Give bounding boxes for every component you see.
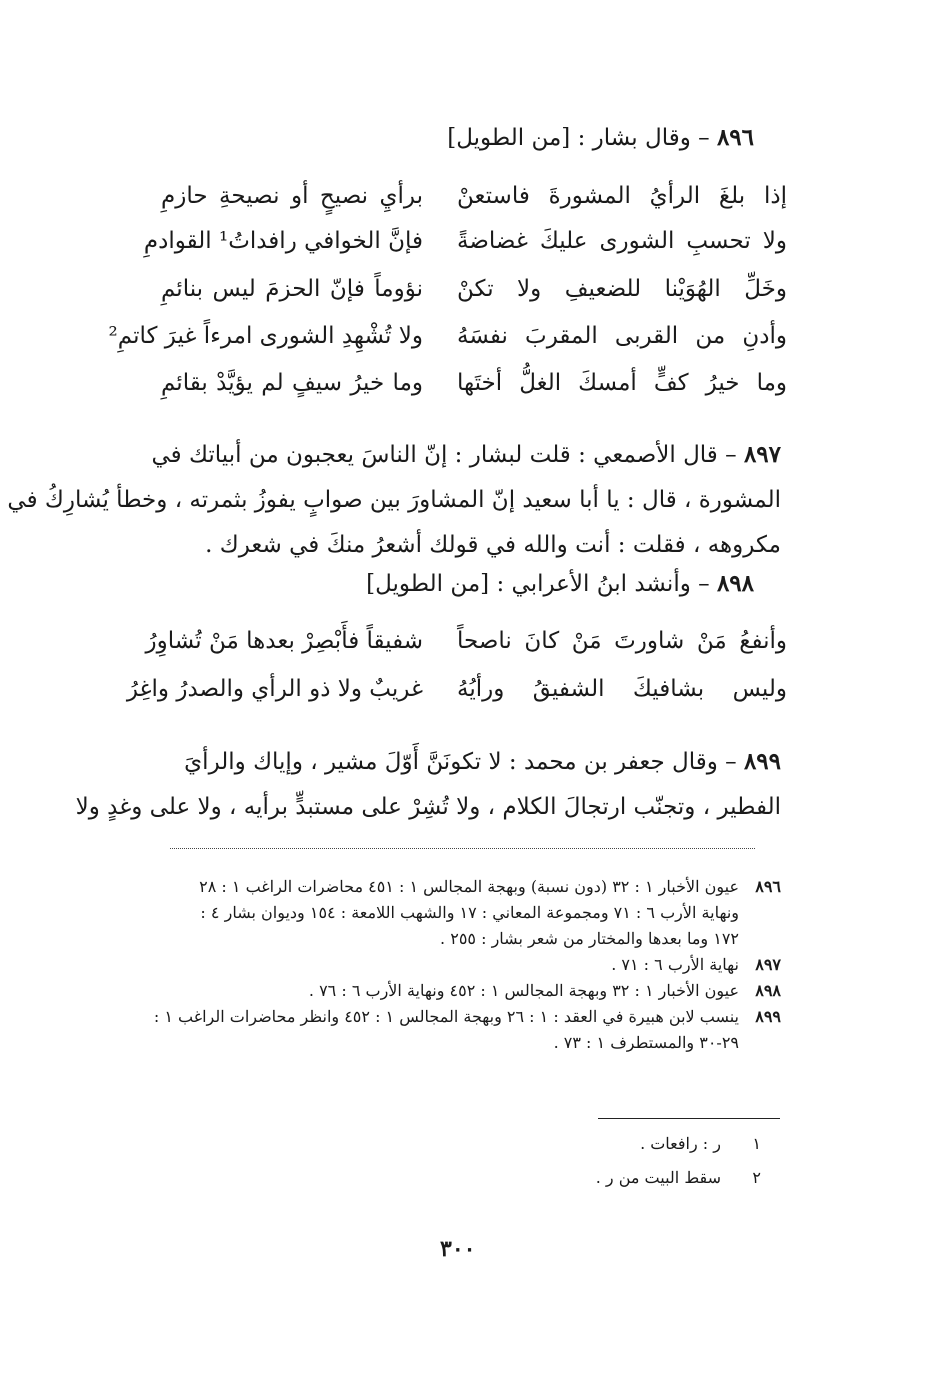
entry-number: ٨٩٦	[716, 124, 754, 151]
hemistich-second: ولا تُشْهِدِ الشورى امرءاً غيرَ كاتمِ²	[108, 323, 423, 349]
prose-line: ٨٩٩ – وقال جعفر بن محمد : لا تكونَنَّ أَوّلَ مشير ، وإياك والرأيَ	[184, 748, 781, 775]
hemistich-first: وليس بشافيكَ الشفيقُ ورأيُهُ	[457, 676, 787, 702]
source-id: ٨٩٩	[755, 1007, 781, 1026]
verse-row	[145, 628, 787, 672]
entry-heading-text: – وأنشد ابنُ الأعرابي : [من الطويل]	[366, 571, 710, 597]
source-id: ٨٩٨	[755, 981, 781, 1000]
verse-row	[143, 228, 787, 272]
hemistich-second: غريبٌ ولا ذو الرأي والصدرُ واغِرُ	[126, 676, 423, 702]
verse-row	[126, 676, 787, 720]
prose-line: ٨٩٧ – قال الأصمعي : قلت لبشار : إنّ الناسَ يعجبون من أبياتك في	[151, 441, 781, 468]
entry-896-heading	[447, 124, 754, 151]
hemistich-first: وما خيرُ كفٍّ أمسكَ الغلُّ أختَها	[457, 370, 787, 396]
entry-number: ٨٩٨	[716, 570, 754, 597]
source-note-896: ٨٩٦عيون الأخبار ١ : ٣٢ (دون نسبة) وبهجة المجالس ١ : ٤٥١ محاضرات الراغب ١ : ٢٨ ونهاية الأرب ٦ : ٧١ ومجموعة المعاني : ١٧ والشهب اللامعة : ١٥٤ وديوان بشار ٤ : ١٧٢ وما بعدها والمختار من شعر بشار : ٢٥٥ . ٨٩٧نهاية الأرب ٦ : ٧١ . ٨٩٨عيون الأخبار ١ : ٣٢ وبهجة المجالس ١ : ٤٥٢ ونهاية الأرب ٦ : ٧٦ . ٨٩٩ينسب لابن هبيرة في العقد : ١ : ٢٦ وبهجة المجالس ١ : ٤٥٢ وانظر محاضرات الراغب ١ : ٢٩-٣٠ والمستطرف ١ : ٧٣ .	[154, 874, 781, 1056]
hemistich-first: إذا بلغَ الرأيُ المشورةَ فاستعنْ	[457, 183, 787, 209]
source-id: ٨٩٦	[755, 877, 781, 896]
prose-line: الفطير ، وتجنّب ارتجالَ الكلام ، ولا تُشِرْ على مستبدٍّ برأيه ، ولا على وغدٍ ولا	[75, 794, 781, 820]
footnote-id: ١	[752, 1134, 761, 1153]
verse-row	[161, 183, 787, 227]
footnote-1: ١ر : رافعات .	[640, 1134, 761, 1153]
footnote-2: ٢سقط البيت من ر .	[595, 1168, 761, 1187]
entry-898-heading	[366, 570, 754, 597]
verse-row	[161, 370, 787, 414]
footnote-id: ٢	[752, 1168, 761, 1187]
hemistich-first: وخَلِّ الهُوَيْنا للضعيفِ ولا تكنْ	[457, 276, 787, 302]
hemistich-first: ولا تحسبِ الشورى عليكَ غضاضةً	[457, 228, 787, 254]
verse-row	[161, 276, 787, 320]
hemistich-second: برأيِ نصيحٍ أو نصيحةِ حازمِ	[161, 183, 423, 209]
page-number: ٣٠٠	[440, 1236, 476, 1262]
hemistich-second: وما خيرُ سيفٍ لم يؤيَّدْ بقائمِ	[161, 370, 423, 396]
entry-heading-text: – وقال بشار : [من الطويل]	[447, 125, 710, 151]
hemistich-second: نؤوماً فإنّ الحزمَ ليس بنائمِ	[161, 276, 423, 302]
entry-number: ٨٩٧	[743, 441, 781, 468]
hemistich-first: وأنفعُ مَنْ شاورتَ مَنْ كانَ ناصحاً	[457, 628, 787, 654]
verse-row	[108, 323, 787, 367]
hemistich-first: وأدنِ من القربى المقربَ نفسَهُ	[457, 323, 787, 349]
entry-899-paragraph	[75, 745, 781, 824]
source-id: ٨٩٧	[755, 955, 781, 974]
entry-897-paragraph	[7, 438, 781, 562]
footnote-separator	[598, 1118, 780, 1119]
dotted-separator	[170, 848, 755, 849]
hemistich-second: فإنَّ الخوافي رافداتُ¹ القوادمِ	[143, 228, 423, 254]
prose-line: المشورة ، قال : يا أبا سعيد إنّ المشاورَ بين صوابٍ يفوزُ بثمرته ، وخطأ يُشارِكُ في	[7, 487, 781, 513]
prose-line: مكروهه ، فقلت : أنت والله في قولك أشعرُ منكَ في شعرك .	[205, 532, 781, 558]
hemistich-second: شفيقاً فأَبْصِرْ بعدها مَنْ تُشاوِرُ	[145, 628, 423, 654]
entry-number: ٨٩٩	[743, 748, 781, 775]
